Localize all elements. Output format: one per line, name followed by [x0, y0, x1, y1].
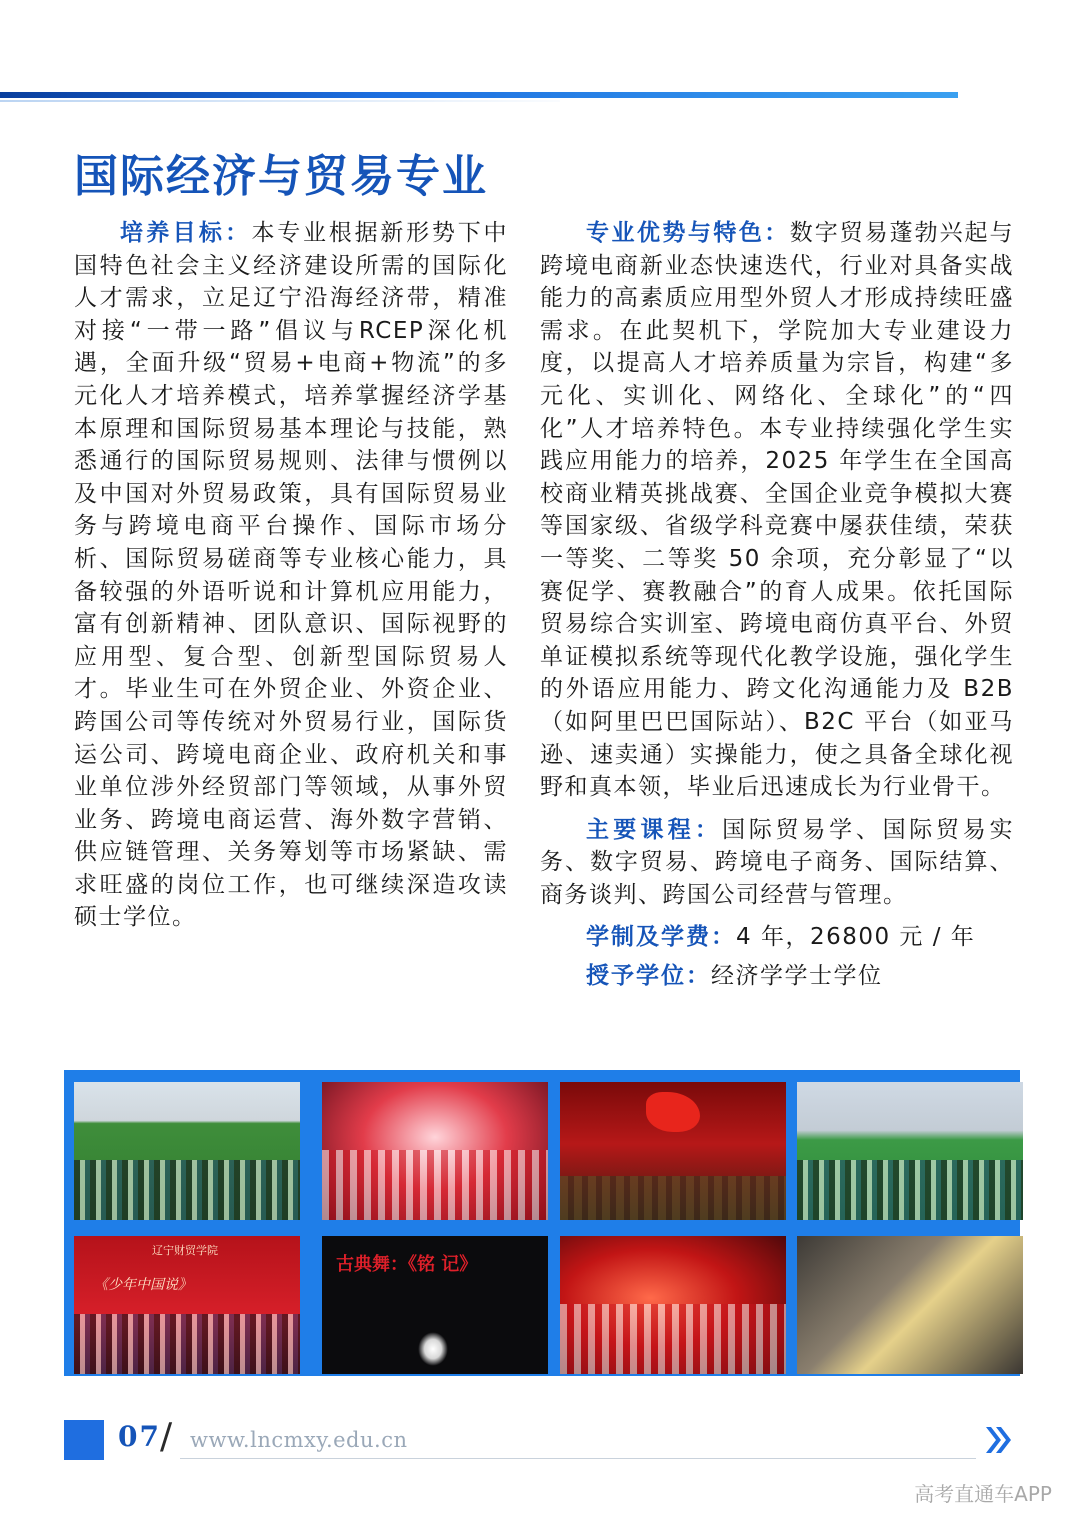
training-paragraph: [74, 217, 508, 934]
next-page-chevrons-icon[interactable]: [980, 1422, 1016, 1458]
training-text: 本专业根据新形势下中国特色社会主义经济建设所需的国际化人才需求，立足辽宁沿海经济带，精准对接“一带一路”倡议与RCEP深化机遇，全面升级“贸易+电商+物流”的多元化人才培养模式，培养掌握经济学基本原理和国际贸易基本理论与技能，熟悉通行的国际贸易规则、法律与惯例以及中国对外贸易政策，具有国际贸易业务与跨境电商平台操作、国际市场分析、国际贸易磋商等专业核心能力，具备较强的外语听说和计算机应用能力，富有创新精神、团队意识、国际视野的应用型、复合型、创新型国际贸易人才。毕业生可在外贸企业、外资企业、跨国公司等传统对外贸易行业，国际货运公司、跨境电商企业、政府机关和事业单位涉外经贸部门等领域，从事外贸业务、跨境电商运营、海外数字营销、供应链管理、关务筹划等市场紧缺、需求旺盛的岗位工作，也可继续深造攻读硕士学位。: [74, 220, 509, 931]
photo-youth-china-recital: [74, 1236, 300, 1374]
advantages-paragraph: [540, 217, 1014, 804]
duration-text: 4 年，26800 元 / 年: [736, 924, 976, 951]
footer-divider: [180, 1458, 976, 1459]
advantages-text: 数字贸易蓬勃兴起与跨境电商新业态快速迭代，行业对具备实战能力的高素质应用型外贸人才形成持续旺盛需求。在此契机下，学院加大专业建设力度，以提高人才培养质量为宗旨，构建“多元化、实训化、网络化、全球化”的“四化”人才培养特色。本专业持续强化学生实践应用能力的培养，2025 年学生在全国高校商业精英挑战赛、全国企业竞争模拟大赛等国家级、省级学科竞赛中屡获佳绩，荣获一等奖、二等奖 50 余项，充分彰显了“以赛促学、赛教融合”的育人成果。依托国际贸易综合实训室、跨境电商仿真平台、外贸单证模拟系统等现代化教学设施，强化学生的外语应用能力、跨文化沟通能力及 B2B（如阿里巴巴国际站）、B2C 平台（如亚马逊、速卖通）实操能力，使之具备全球化视野和真本领，毕业后迅速成长为行业骨干。: [540, 220, 1014, 801]
photo-red-dance: [560, 1236, 786, 1374]
duration-label: 学制及学费：: [586, 923, 736, 951]
photo-sports-field-dance: [797, 1082, 1023, 1220]
photo-stage-chorus: [322, 1082, 548, 1220]
training-column: [74, 217, 508, 934]
degree-text: 经济学学士学位: [711, 963, 883, 990]
header-accent-bar: [0, 92, 958, 98]
stage-banner-text: 《少年中国说》: [94, 1277, 192, 1293]
footer-slash: /: [160, 1416, 173, 1457]
website-link[interactable]: www.lncmxy.edu.cn: [190, 1428, 408, 1452]
school-logo-text: 辽宁财贸学院: [152, 1244, 218, 1257]
photo-brass-band: [797, 1236, 1023, 1374]
photo-campus-exercise: [74, 1082, 300, 1220]
duration-line: [540, 921, 1014, 954]
header-accent-line: [0, 100, 560, 102]
advantages-label: 专业优势与特色：: [586, 219, 790, 246]
footer-square: [64, 1420, 104, 1460]
page-number: 07: [118, 1420, 161, 1453]
page-title: 国际经济与贸易专业: [74, 151, 488, 202]
dance-caption: 古典舞：《铭 记》: [336, 1254, 478, 1275]
training-label: 培养目标：: [120, 219, 252, 246]
degree-line: [540, 960, 1014, 993]
photo-classical-dance: [322, 1236, 548, 1374]
watermark: 高考直通车APP: [914, 1482, 1052, 1506]
advantages-column: [540, 217, 1014, 999]
red-flag-icon: [646, 1092, 700, 1132]
degree-label: 授予学位：: [586, 962, 711, 990]
courses-paragraph: [540, 814, 1014, 912]
photo-drama-performance: [560, 1082, 786, 1220]
courses-label: 主要课程：: [586, 815, 723, 843]
photo-gallery: [64, 1070, 1020, 1376]
courses-text: 国际贸易学、国际贸易实务、数字贸易、跨境电子商务、国际结算、商务谈判、跨国公司经营与管理。: [540, 816, 1015, 908]
